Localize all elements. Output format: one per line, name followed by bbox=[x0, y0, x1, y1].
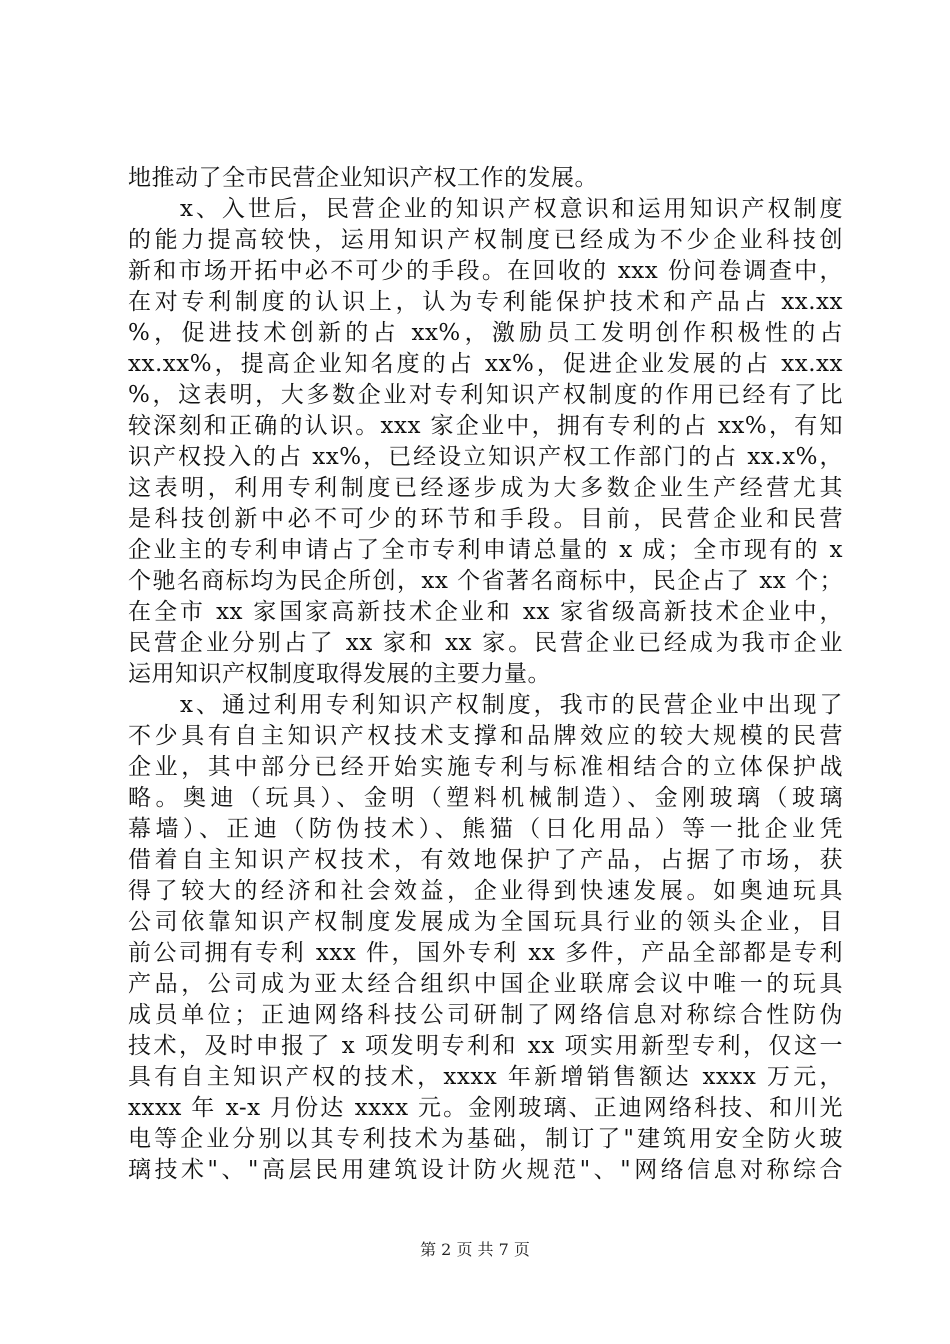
text-line: %，促进技术创新的占 xx%，激励员工发明创作积极性的占 bbox=[128, 320, 843, 346]
text-line: 璃技术"、"高层民用建筑设计防火规范"、"网络信息对称综合 bbox=[128, 1157, 843, 1183]
text-line: 借着自主知识产权技术，有效地保护了产品，占据了市场，获 bbox=[128, 847, 843, 873]
text-line: x、入世后，民营企业的知识产权意识和运用知识产权制度 bbox=[128, 196, 843, 222]
text-line: 技术，及时申报了 x 项发明专利和 xx 项实用新型专利，仅这一 bbox=[128, 1033, 843, 1059]
text-line: 前公司拥有专利 xxx 件，国外专利 xx 多件，产品全部都是专利 bbox=[128, 940, 843, 966]
text-line: xx.xx%，提高企业知名度的占 xx%，促进企业发展的占 xx.xx bbox=[128, 351, 843, 377]
text-line: 公司依靠知识产权制度发展成为全国玩具行业的领头企业，目 bbox=[128, 909, 843, 935]
text-line: 这表明，利用专利制度已经逐步成为大多数企业生产经营尤其 bbox=[128, 475, 843, 501]
text-line: 不少具有自主知识产权技术支撑和品牌效应的较大规模的民营 bbox=[128, 723, 843, 749]
text-line: 产品，公司成为亚太经合组织中国企业联席会议中唯一的玩具 bbox=[128, 971, 843, 997]
text-line: 在全市 xx 家国家高新技术企业和 xx 家省级高新技术企业中， bbox=[128, 599, 843, 625]
text-line: 企业，其中部分已经开始实施专利与标准相结合的立体保护战 bbox=[128, 754, 843, 780]
text-line: 是科技创新中必不可少的环节和手段。目前，民营企业和民营 bbox=[128, 506, 843, 532]
text-line: 地推动了全市民营企业知识产权工作的发展。 bbox=[128, 165, 598, 191]
text-line: 新和市场开拓中必不可少的手段。在回收的 xxx 份问卷调查中， bbox=[128, 258, 843, 284]
text-line: 幕墙）、正迪（防伪技术）、熊猫（日化用品）等一批企业凭 bbox=[128, 816, 843, 842]
text-line: 得了较大的经济和社会效益，企业得到快速发展。如奥迪玩具 bbox=[128, 878, 843, 904]
page-footer: 第 2 页 共 7 页 bbox=[420, 1240, 530, 1259]
text-line: 较深刻和正确的认识。xxx 家企业中，拥有专利的占 xx%，有知 bbox=[128, 413, 843, 439]
text-line: %，这表明，大多数企业对专利知识产权制度的作用已经有了比 bbox=[128, 382, 843, 408]
text-line: 具有自主知识产权的技术，xxxx 年新增销售额达 xxxx 万元， bbox=[128, 1064, 843, 1090]
text-line: 运用知识产权制度取得发展的主要力量。 bbox=[128, 661, 551, 687]
text-line: 个驰名商标均为民企所创，xx 个省著名商标中，民企占了 xx 个； bbox=[128, 568, 843, 594]
body-text bbox=[128, 163, 843, 1186]
text-line: 的能力提高较快，运用知识产权制度已经成为不少企业科技创 bbox=[128, 227, 843, 253]
text-line: x、通过利用专利知识产权制度，我市的民营企业中出现了 bbox=[128, 692, 843, 718]
text-line: 民营企业分别占了 xx 家和 xx 家。民营企业已经成为我市企业 bbox=[128, 630, 843, 656]
text-line: xxxx 年 x-x 月份达 xxxx 元。金刚玻璃、正迪网络科技、和川光 bbox=[128, 1095, 843, 1121]
text-line: 识产权投入的占 xx%，已经设立知识产权工作部门的占 xx.x%， bbox=[128, 444, 843, 470]
text-line: 在对专利制度的认识上，认为专利能保护技术和产品占 xx.xx bbox=[128, 289, 843, 315]
text-line: 略。奥迪（玩具）、金明（塑料机械制造）、金刚玻璃（玻璃 bbox=[128, 785, 843, 811]
text-line: 企业主的专利申请占了全市专利申请总量的 x 成；全市现有的 x bbox=[128, 537, 843, 563]
text-line: 成员单位；正迪网络科技公司研制了网络信息对称综合性防伪 bbox=[128, 1002, 843, 1028]
text-line: 电等企业分别以其专利技术为基础，制订了"建筑用安全防火玻 bbox=[128, 1126, 843, 1152]
